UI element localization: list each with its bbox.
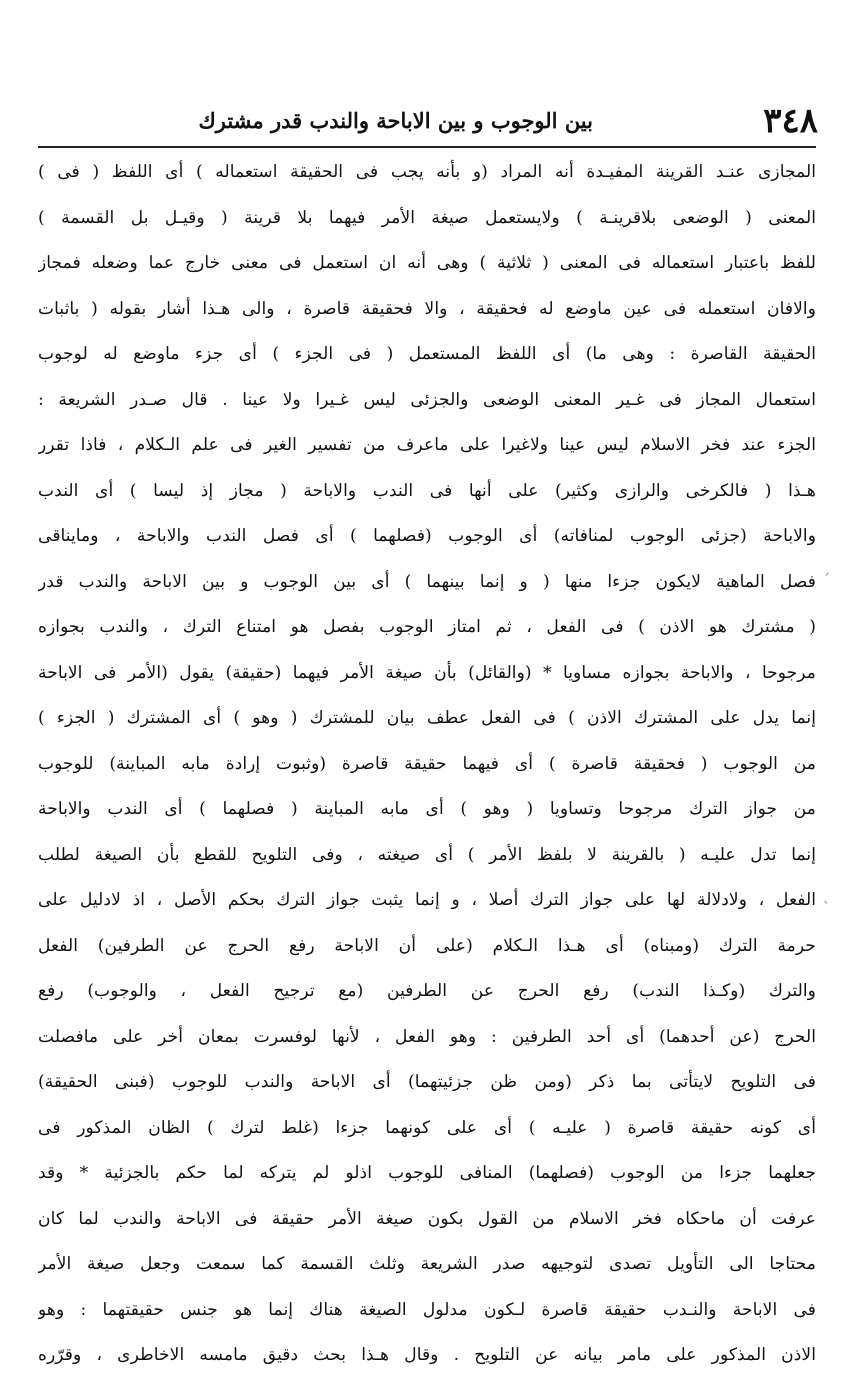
text-line: والافان استعمله فى عين ماوضع له فحقيقة ، والا فحقيقة قاصرة ، والى هـذا أشار بقوله ( باثبات [38, 298, 816, 319]
text-line: من الوجوب ( فحقيقة قاصرة ) أى فيهما حقيقة قاصرة (وثبوت إرادة مابه المباينة) للوجوب [38, 753, 816, 774]
body-text [38, 150, 816, 1379]
text-line: المعنى ( الوضعى بلاقرينـة ) ولايستعمل صيغة الأمر فيهما بلا قرينة ( وقيـل بل القسمة ) [38, 207, 816, 228]
text-line: والاباحة (جزئى الوجوب لمنافاته) أى الوجوب (فصلهما ) أى فصل الندب والاباحة ، ومايناقى [38, 526, 816, 546]
text-line: فى الاباحة والنـدب حقيقة قاصرة لـكون مدلول الصيغة هناك إنما هو جنس حقيقتهما : وهو [38, 1299, 816, 1320]
text-line: الفعل ، ولادلالة لها على جواز الترك أصلا ، و إنما يثبت جواز الترك بحكم الأصل ، اذ لادليل على [38, 890, 816, 910]
text-line: هـذا ( فالكرخى والرازى وكثير) على أنها فى الندب والاباحة ( مجاز إذ ليسا ) أى الندب [38, 480, 816, 501]
text-line: الحقيقة القاصرة : وهى ما) أى اللفظ المستعمل ( فى الجزء ) أى جزء ماوضع له لوجوب [38, 344, 816, 364]
margin-mark: ˎ [823, 888, 830, 904]
text-line: حرمة الترك (ومبناه) أى هـذا الـكلام (على أن الاباحة رفع الحرج عن الطرفين) الفعل [38, 935, 816, 956]
text-line: والترك (وكـذا الندب) رفع الحرج عن الطرفين (مع ترجيح الفعل ، والوجوب) رفع [38, 981, 816, 1001]
text-line: من جواز الترك مرجوحا وتساويا ( وهو ) أى مابه المباينة ( فصلهما ) أى الندب والاباحة [38, 799, 816, 819]
text-line: فصل الماهية لايكون جزءا منها ( و إنما بينهما ) أى بين الوجوب و بين الاباحة والندب قدر [38, 571, 816, 592]
page-number: ٣٤٨ [763, 101, 818, 141]
text-line: الجزء عند فخر الاسلام ليس عينا ولاغيرا على ماعرف من تفسير الغير فى علم الـكلام ، فاذا تقرر [38, 435, 816, 455]
text-line: فى التلويح لايتأتى بما ذكر (ومن ظن جزئيتهما) أى الاباحة والندب للوجوب (فبنى الحقيقة) [38, 1072, 816, 1092]
text-line: استعمال المجاز فى غـير المعنى الوضعى والجزئى ليس غـيرا ولا عينا . قال صـدر الشريعة : [38, 389, 816, 410]
text-line: جعلهما جزءا من الوجوب (فصلهما) المنافى للوجوب اذلو لم يتركه لما حكم بالجزئية * وقد [38, 1163, 816, 1183]
text-line: مرجوحا ، والاباحة بجوازه مساويا * (والقائل) بأن صيغة الأمر فيهما (حقيقة) يقول (الأمر فى الاباحة [38, 662, 816, 683]
page-header [38, 100, 818, 142]
text-line: ( مشترك هو الاذن ) فى الفعل ، ثم امتاز الوجوب بفصل هو امتناع الترك ، والندب بجوازه [38, 617, 816, 637]
text-line: إنما يدل على المشترك الاذن ) فى الفعل عطف بيان للمشترك ( وهو ) أى المشترك ( الجزء ) [38, 708, 816, 728]
text-line: للفظ باعتبار استعماله فى المعنى ( ثلاثية ) وهى أنه ان استعمل فى معنى خارج عما وضعله فمجاز [38, 253, 816, 273]
header-rule [38, 146, 816, 148]
text-line: عرفت أن ماحكاه فخر الاسلام من القول بكون صيغة الأمر حقيقة فى الاباحة والندب لما كان [38, 1208, 816, 1229]
text-line: محتاجا الى التأويل تصدى لتوجيهه صدر الشريعة وثلث القسمة كما سمعت وجعل صيغة الأمر [38, 1254, 816, 1274]
text-line: المجازى عنـد القرينة المفيـدة أنه المراد (و بأنه يجب فى الحقيقة استعماله ) أى اللفظ ( فى ) [38, 162, 816, 182]
text-line: الاذن المذكور على مامر بيانه عن التلويح . وقال هـذا بحث دقيق مامسه الاخاطرى ، وقرّره [38, 1345, 816, 1365]
text-line: الحرج (عن أحدهما) أى أحد الطرفين : وهو الفعل ، لأنها لوفسرت بمعان أخر على مافصلت [38, 1026, 816, 1047]
text-line: أى كونه حقيقة قاصرة ( عليـه ) أى على كونهما جزءا (غلط لترك ) الظان المذكور فى [38, 1117, 816, 1138]
margin-mark: ˏ [823, 560, 830, 576]
running-title: بين الوجوب و بين الاباحة والندب قدر مشترك [198, 108, 593, 133]
text-line: إنما تدل عليـه ( بالقرينة لا بلفظ الأمر ) أى صيغته ، وفى التلويح للقطع بأن الصيغة لطلب [38, 844, 816, 865]
